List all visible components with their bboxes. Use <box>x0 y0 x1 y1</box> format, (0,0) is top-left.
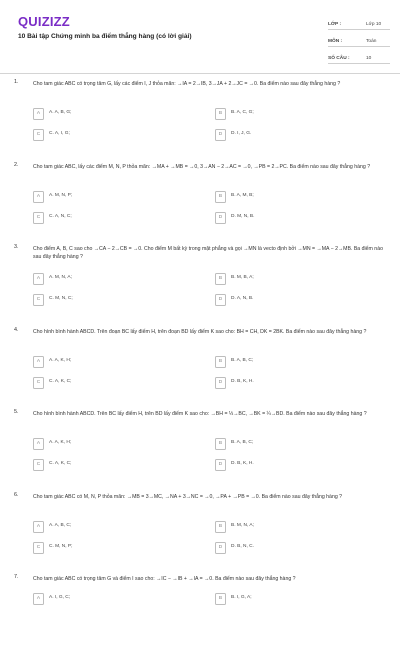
option-text: C. A, N, C; <box>49 213 72 219</box>
option-letter-box: D <box>215 294 226 306</box>
option-text: B. A, B, C; <box>231 440 254 445</box>
answer-option-b[interactable] <box>215 438 387 450</box>
option-letter-box: D <box>215 212 226 224</box>
question-1 <box>0 77 400 160</box>
option-letter-box: B <box>215 273 226 285</box>
question-number: 7. <box>14 574 19 580</box>
question-text: Cho tam giác ABC có trọng tâm G, lấy các điểm I, J thỏa mãn: →IA = 2→IB, 3→JA + 2→JC = →0. Ba điểm nào sau đây thẳng hàng ? <box>33 81 341 87</box>
answer-option-c[interactable] <box>33 129 205 141</box>
worksheet-header <box>0 0 400 62</box>
question-6 <box>0 490 400 573</box>
meta-row-subject <box>328 33 390 47</box>
option-letter-box: B <box>215 521 226 533</box>
question-number: 4. <box>14 326 19 333</box>
meta-panel <box>328 16 390 67</box>
answer-option-d[interactable] <box>215 459 387 471</box>
meta-label: LỚP : <box>328 22 342 27</box>
answer-option-c[interactable] <box>33 542 205 554</box>
question-number: 5. <box>14 409 19 415</box>
option-letter-box: B <box>215 438 226 450</box>
option-text: C. M, N, P; <box>49 543 73 549</box>
page-title: 10 Bài tập Chứng minh ba điểm thẳng hàng (có lời giải) <box>18 33 192 40</box>
answer-option-b[interactable] <box>215 521 387 533</box>
option-text: D. I, J, G. <box>231 131 252 136</box>
question-4 <box>0 325 400 408</box>
question-number: 3. <box>14 244 19 250</box>
option-letter-box: C <box>33 129 44 141</box>
option-letter-box: D <box>215 129 226 141</box>
option-text: B. A, M, B; <box>231 192 254 198</box>
answer-option-b[interactable] <box>215 356 387 368</box>
answer-option-c[interactable] <box>33 459 205 471</box>
option-text: B. M, B, A; <box>231 275 254 280</box>
option-text: C. A, K, C; <box>49 378 72 384</box>
option-text: A. A, B, G; <box>49 110 72 115</box>
option-text: A. M, N, P; <box>49 192 73 198</box>
answer-option-b[interactable] <box>215 191 387 203</box>
meta-label: MÔN : <box>328 39 343 44</box>
meta-value: 10 <box>366 56 372 61</box>
meta-row-class <box>328 16 390 30</box>
option-text: D. B, N, C. <box>231 543 254 549</box>
option-letter-box: C <box>33 212 44 224</box>
option-text: A. M, N, A; <box>49 275 72 280</box>
option-text: D. M, N, B. <box>231 213 255 219</box>
question-number: 1. <box>14 79 19 85</box>
option-letter-box: B <box>215 356 226 368</box>
answer-option-b[interactable] <box>215 593 387 605</box>
option-text: C. M, N, C; <box>49 296 73 301</box>
option-letter-box: A <box>33 273 44 285</box>
option-letter-box: A <box>33 521 44 533</box>
answer-option-c[interactable] <box>33 294 205 306</box>
answer-option-d[interactable] <box>215 129 387 141</box>
option-letter-box: B <box>215 593 226 605</box>
option-text: B. A, B, C; <box>231 357 254 363</box>
option-letter-box: A <box>33 356 44 368</box>
option-letter-box: C <box>33 542 44 554</box>
answer-option-a[interactable] <box>33 593 205 605</box>
answer-option-d[interactable] <box>215 377 387 389</box>
option-text: C. A, K, C; <box>49 461 72 466</box>
option-text: B. M, N, A; <box>231 522 254 528</box>
question-text: Cho tam giác ABC có M, N, P thỏa mãn: →MB = 3→MC, →NA + 3→NC = →0, →PA + →PB = →0. Ba điểm nào sau đây thẳng hàng ? <box>33 493 343 500</box>
meta-row-count <box>328 50 390 64</box>
option-text: A. A, K, H; <box>49 357 72 363</box>
option-letter-box: A <box>33 108 44 120</box>
option-letter-box: C <box>33 377 44 389</box>
meta-value: Lớp 10 <box>366 22 382 27</box>
question-3 <box>0 242 400 325</box>
question-text: Cho hình bình hành ABCD. Trên đoạn BC lấy điểm H, trên đoạn BD lấy điểm K sao cho: BH = CH, DK = 2BK. Ba điểm nào sau đây thẳng hàng ? <box>33 328 367 335</box>
option-letter-box: A <box>33 191 44 203</box>
answer-option-c[interactable] <box>33 377 205 389</box>
option-letter-box: D <box>215 542 226 554</box>
option-text: C. A, I, G; <box>49 131 70 136</box>
answer-option-c[interactable] <box>33 212 205 224</box>
option-text: B. I, G, A; <box>231 595 252 600</box>
answer-option-a[interactable] <box>33 521 205 533</box>
option-text: B. A, C, G; <box>231 110 254 115</box>
option-letter-box: C <box>33 459 44 471</box>
option-text: A. A, B, C; <box>49 522 72 528</box>
option-text: D. B, K, H. <box>231 461 254 466</box>
question-text: Cho tam giác ABC, lấy các điểm M, N, P thỏa mãn: →MA + →MB = →0, 3→AN − 2→AC = →0, →PB = 2→PC. Ba điểm nào sau đây thẳng hàng ? <box>33 163 371 170</box>
option-letter-box: D <box>215 377 226 389</box>
option-text: A. I, G, C; <box>49 595 71 600</box>
answer-option-a[interactable] <box>33 191 205 203</box>
answer-option-d[interactable] <box>215 212 387 224</box>
option-letter-box: B <box>215 108 226 120</box>
question-text: Cho tam giác ABC có trọng tâm G và điểm I sao cho: →IC − →IB + →IA = →0. Ba điểm nào sau đây thẳng hàng ? <box>33 576 296 582</box>
answer-option-d[interactable] <box>215 294 387 306</box>
option-text: A. A, K, H; <box>49 440 72 445</box>
option-letter-box: A <box>33 593 44 605</box>
question-text: Cho điểm A, B, C sao cho →CA − 2→CB = →0. Cho điểm M bất kỳ trong mặt phẳng và gọi →MN là vecto định bởi →MN = →MA − 2→MB. Ba điểm nào sau đây thẳng hàng ? <box>33 246 383 260</box>
question-text: Cho hình bình hành ABCD. Trên BC lấy điểm H, trên BD lấy điểm K sao cho: →BH = ⅓→BC, →BK = ¼→BD. Ba điểm nào sau đây thẳng hàng ? <box>33 411 367 417</box>
option-letter-box: D <box>215 459 226 471</box>
option-letter-box: B <box>215 191 226 203</box>
question-list <box>0 77 400 655</box>
answer-option-b[interactable] <box>215 108 387 120</box>
question-7 <box>0 572 400 655</box>
question-5 <box>0 407 400 490</box>
header-divider <box>0 73 400 74</box>
quizizz-logo[interactable]: QUIZIZZ <box>18 14 70 29</box>
answer-option-d[interactable] <box>215 542 387 554</box>
question-number: 2. <box>14 161 19 168</box>
answer-option-a[interactable] <box>33 438 205 450</box>
answer-option-b[interactable] <box>215 273 387 285</box>
question-number: 6. <box>14 491 19 498</box>
option-letter-box: A <box>33 438 44 450</box>
option-text: D. B, K, H. <box>231 378 254 384</box>
option-text: D. A, N, B. <box>231 296 254 301</box>
meta-label: SỐ CÂU : <box>328 56 350 61</box>
option-letter-box: C <box>33 294 44 306</box>
question-2 <box>0 160 400 243</box>
answer-option-a[interactable] <box>33 273 205 285</box>
answer-option-a[interactable] <box>33 108 205 120</box>
answer-option-a[interactable] <box>33 356 205 368</box>
meta-value: Toán <box>366 39 377 44</box>
